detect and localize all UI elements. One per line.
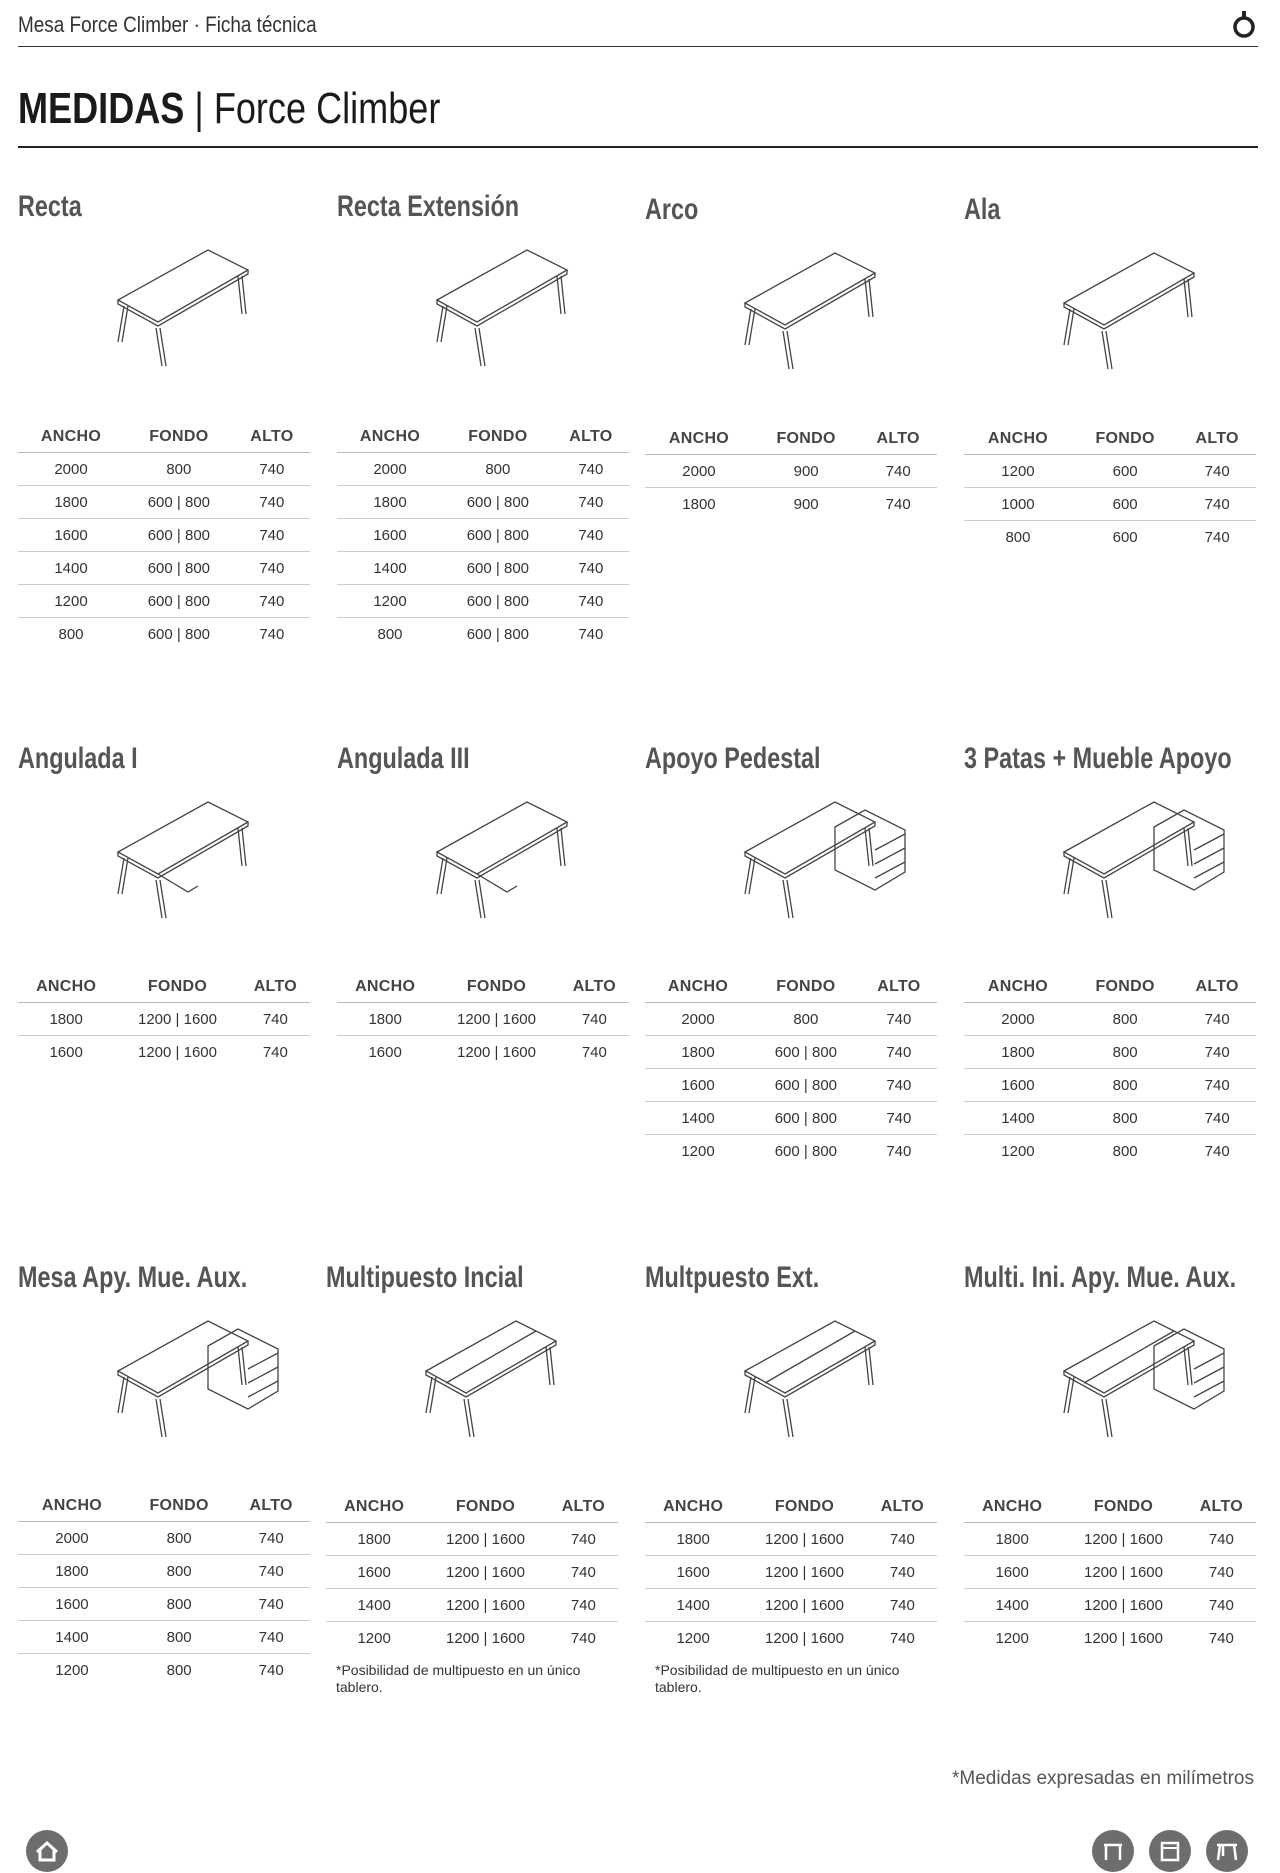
table-cell: 740 — [1204, 1142, 1230, 1160]
table-cell: 1200 — [18, 585, 124, 618]
table-cell: 2000 — [18, 1522, 126, 1555]
table-row — [18, 519, 310, 552]
table-cell: 1200 — [681, 1142, 715, 1160]
table-cell: 1400 — [337, 552, 443, 585]
table-cell: 1600 — [645, 1556, 741, 1589]
table-row — [964, 488, 1256, 521]
table-row — [18, 1003, 310, 1036]
table-cell: 740 — [262, 1043, 288, 1061]
table-cell: 600 — [1072, 488, 1178, 521]
column-header: ALTO — [859, 424, 937, 455]
table-row — [964, 1135, 1256, 1168]
table-row — [18, 486, 310, 519]
table-cell: 740 — [1178, 1003, 1256, 1036]
table-cell: 1200 — [1001, 1142, 1035, 1160]
column-header: FONDO — [1060, 1492, 1186, 1523]
home-button[interactable] — [26, 1830, 68, 1872]
table-cell: 800 — [126, 1522, 232, 1555]
table-cell: 740 — [861, 1069, 937, 1102]
table-cell: 1200 | 1600 — [1084, 1629, 1163, 1647]
table-cell: 740 — [1204, 528, 1230, 546]
table-cell: 740 — [570, 1629, 596, 1647]
table-cell: 740 — [553, 486, 629, 519]
table-cell: 740 — [885, 495, 911, 513]
table-cell: 1800 — [337, 486, 443, 519]
table-row — [326, 1523, 618, 1556]
column-header: ANCHO — [964, 972, 1072, 1003]
table-cell: 1200 — [55, 1661, 89, 1679]
table-cell: 740 — [549, 1589, 618, 1622]
table-cell: 1200 | 1600 — [138, 1043, 217, 1061]
table-cell: 800 — [1112, 1142, 1138, 1160]
table-cell: 740 — [1178, 1069, 1256, 1102]
table-cell: 800 — [58, 625, 84, 643]
document-title: Mesa Force Climber · Ficha técnica — [18, 12, 317, 37]
table-cell: 800 — [1005, 528, 1031, 546]
column-header: ALTO — [1178, 972, 1256, 1003]
table-cell: 1200 — [995, 1629, 1029, 1647]
pedestal-desk-illustration — [665, 782, 925, 932]
column-header: FONDO — [124, 422, 234, 453]
table-cell: 740 — [258, 1661, 284, 1679]
table-cell: 800 — [1072, 1003, 1178, 1036]
table-cell: 1200 — [357, 1629, 391, 1647]
column-header: ANCHO — [645, 424, 753, 455]
table-cell: 2000 — [337, 453, 443, 486]
table-cell: 600 | 800 — [124, 486, 234, 519]
table-cell: 1600 — [368, 1043, 402, 1061]
dimensions-table — [964, 424, 1256, 553]
table-cell: 1200 | 1600 — [422, 1589, 548, 1622]
table-row — [964, 1589, 1256, 1622]
table-cell: 600 | 800 — [124, 552, 234, 585]
table-row — [18, 1036, 310, 1069]
table-cell: 2000 — [964, 1003, 1072, 1036]
table-cell: 740 — [1178, 1102, 1256, 1135]
table-cell: 1200 | 1600 — [422, 1523, 548, 1556]
table-cell: 740 — [232, 1588, 310, 1621]
table-row — [18, 453, 310, 486]
column-header: ANCHO — [337, 972, 433, 1003]
table-row — [645, 1036, 937, 1069]
table-cell: 1200 — [964, 455, 1072, 488]
table-cell: 800 — [126, 1588, 232, 1621]
column-header: ALTO — [861, 972, 937, 1003]
table-cell: 1400 — [18, 1621, 126, 1654]
nav-cabinet-button[interactable] — [1149, 1830, 1191, 1872]
table-cell: 2000 — [645, 455, 753, 488]
table-cell: 740 — [234, 519, 310, 552]
table-cell: 740 — [1178, 1036, 1256, 1069]
table-cell: 1200 | 1600 — [741, 1556, 867, 1589]
table-cell: 740 — [1208, 1629, 1234, 1647]
table-row — [645, 488, 937, 521]
table-cell: 740 — [1187, 1556, 1256, 1589]
table-row — [18, 585, 310, 618]
product-title: Multipuesto Incial — [326, 1261, 524, 1294]
table-row — [964, 1102, 1256, 1135]
table-row — [645, 1102, 937, 1135]
dimensions-table — [18, 422, 310, 650]
table-cell: 1800 — [18, 486, 124, 519]
table-row — [964, 1069, 1256, 1102]
dimensions-table — [337, 422, 629, 650]
table-row — [337, 618, 629, 651]
column-header: FONDO — [433, 972, 559, 1003]
table-cell: 1200 | 1600 — [422, 1556, 548, 1589]
column-header: FONDO — [114, 972, 240, 1003]
product-title: Angulada III — [337, 742, 470, 775]
product-title: Apoyo Pedestal — [645, 742, 821, 775]
table-cell: 800 — [1072, 1069, 1178, 1102]
table-row — [964, 1003, 1256, 1036]
table-cell: 2000 — [645, 1003, 751, 1036]
table-cell: 1000 — [964, 488, 1072, 521]
table-row — [645, 1003, 937, 1036]
column-header: FONDO — [741, 1492, 867, 1523]
table-cell: 740 — [232, 1621, 310, 1654]
wing-desk-illustration — [984, 233, 1244, 383]
table-cell: 1200 | 1600 — [1060, 1556, 1186, 1589]
column-header: ANCHO — [964, 1492, 1060, 1523]
column-header: ANCHO — [645, 972, 751, 1003]
table-row — [964, 521, 1256, 554]
table-cell: 800 — [166, 1661, 192, 1679]
table-cell: 800 — [377, 625, 403, 643]
table-cell: 800 — [751, 1003, 861, 1036]
table-cell: 1600 — [18, 1588, 126, 1621]
cabinet-icon — [1149, 1830, 1191, 1872]
table-cell: 1800 — [645, 1523, 741, 1556]
section-heading — [18, 84, 1258, 148]
straight-desk-illustration — [38, 230, 298, 380]
table-cell: 740 — [234, 552, 310, 585]
multi-station-extension-illustration — [665, 1301, 925, 1451]
table-cell: 740 — [259, 625, 285, 643]
table-row — [337, 585, 629, 618]
product-title: Recta — [18, 190, 82, 223]
multi-station-initial-illustration — [346, 1301, 606, 1451]
column-header: ALTO — [232, 1491, 310, 1522]
table-cell: 1200 | 1600 — [433, 1003, 559, 1036]
column-header: ANCHO — [18, 972, 114, 1003]
table-cell: 740 — [859, 455, 937, 488]
table-icon — [1206, 1830, 1248, 1872]
table-cell: 1400 — [645, 1589, 741, 1622]
column-header: ANCHO — [18, 1491, 126, 1522]
table-cell: 1800 — [645, 1036, 751, 1069]
dimensions-table — [326, 1492, 618, 1654]
table-row — [18, 552, 310, 585]
table-cell: 740 — [234, 486, 310, 519]
home-icon — [26, 1830, 68, 1872]
table-cell: 740 — [1178, 488, 1256, 521]
table-cell: 1600 — [645, 1069, 751, 1102]
product-title: Recta Extensión — [337, 190, 520, 223]
table-row — [18, 1621, 310, 1654]
column-header: FONDO — [443, 422, 553, 453]
table-cell: 1400 — [964, 1102, 1072, 1135]
column-header: ANCHO — [964, 424, 1072, 455]
table-row — [18, 1588, 310, 1621]
table-cell: 1200 | 1600 — [741, 1523, 867, 1556]
table-cell: 800 — [1072, 1102, 1178, 1135]
table-row — [18, 618, 310, 651]
table-row — [645, 1069, 937, 1102]
table-cell: 1800 — [964, 1036, 1072, 1069]
table-cell: 740 — [861, 1036, 937, 1069]
table-cell: 1600 — [337, 519, 443, 552]
product-title: Multpuesto Ext. — [645, 1261, 820, 1294]
table-cell: 1200 | 1600 — [457, 1043, 536, 1061]
table-cell: 600 | 800 — [443, 585, 553, 618]
table-cell: 740 — [553, 585, 629, 618]
table-cell: 740 — [234, 585, 310, 618]
table-cell: 1600 — [964, 1556, 1060, 1589]
product-title: Mesa Apy. Mue. Aux. — [18, 1261, 248, 1294]
table-cell: 740 — [234, 453, 310, 486]
extension-desk-illustration — [357, 230, 617, 380]
table-row — [337, 1003, 629, 1036]
product-title: Ala — [964, 193, 1001, 226]
table-cell: 1800 — [337, 1003, 433, 1036]
table-cell: 800 — [124, 453, 234, 486]
table-cell: 1600 — [964, 1069, 1072, 1102]
table-cell: 600 — [1072, 455, 1178, 488]
table-cell: 740 — [549, 1556, 618, 1589]
table-cell: 600 | 800 — [124, 519, 234, 552]
table-cell: 800 — [443, 453, 553, 486]
table-row — [326, 1622, 618, 1655]
column-header: ANCHO — [645, 1492, 741, 1523]
table-cell: 600 | 800 — [466, 625, 530, 643]
table-cell: 740 — [553, 519, 629, 552]
table-cell: 1200 | 1600 — [765, 1629, 844, 1647]
product-note: *Posibilidad de multipuesto en un único tablero. — [336, 1662, 581, 1695]
table-row — [964, 1036, 1256, 1069]
units-footnote: *Medidas expresadas en milímetros — [951, 1768, 1254, 1789]
table-row — [18, 1555, 310, 1588]
table-row — [337, 1036, 629, 1069]
table-cell: 1400 — [18, 552, 124, 585]
table-cell: 740 — [578, 625, 604, 643]
column-header: ALTO — [549, 1492, 618, 1523]
table-cell: 740 — [868, 1556, 937, 1589]
table-row — [964, 455, 1256, 488]
table-row — [645, 1523, 937, 1556]
column-header: ANCHO — [18, 422, 124, 453]
table-cell: 800 — [126, 1621, 232, 1654]
heading-bold: MEDIDAS — [18, 84, 185, 133]
table-cell: 1600 — [18, 519, 124, 552]
table-cell: 2000 — [18, 453, 124, 486]
table-cell: 600 | 800 — [124, 585, 234, 618]
table-cell: 1800 — [682, 495, 716, 513]
table-cell: 1200 | 1600 — [446, 1629, 525, 1647]
angled-desk-1-illustration — [38, 782, 298, 932]
table-cell: 1400 — [645, 1102, 751, 1135]
table-cell: 600 | 800 — [751, 1069, 861, 1102]
table-cell: 1600 — [326, 1556, 422, 1589]
table-row — [337, 486, 629, 519]
product-title: Multi. Ini. Apy. Mue. Aux. — [964, 1261, 1237, 1294]
column-header: FONDO — [1072, 424, 1178, 455]
table-row — [337, 519, 629, 552]
table-cell: 1200 | 1600 — [1060, 1523, 1186, 1556]
table-cell: 900 — [793, 495, 819, 513]
table-cell: 740 — [1178, 455, 1256, 488]
table-row — [964, 1622, 1256, 1655]
table-cell: 1800 — [18, 1555, 126, 1588]
column-header: FONDO — [751, 972, 861, 1003]
table-cell: 740 — [553, 552, 629, 585]
table-cell: 740 — [1187, 1589, 1256, 1622]
table-cell: 740 — [886, 1142, 912, 1160]
column-header: ALTO — [1178, 424, 1256, 455]
table-cell: 740 — [553, 453, 629, 486]
table-cell: 600 | 800 — [443, 486, 553, 519]
table-cell: 800 — [1072, 1036, 1178, 1069]
table-cell: 740 — [560, 1003, 629, 1036]
nav-desk-button[interactable] — [1092, 1830, 1134, 1872]
table-cell: 1200 — [337, 585, 443, 618]
table-cell: 800 — [126, 1555, 232, 1588]
column-header: FONDO — [422, 1492, 548, 1523]
table-cell: 600 | 800 — [443, 552, 553, 585]
aux-cabinet-desk-illustration — [38, 1301, 298, 1451]
column-header: ALTO — [560, 972, 629, 1003]
table-cell: 600 | 800 — [147, 625, 211, 643]
table-cell: 600 | 800 — [774, 1142, 838, 1160]
dimensions-table — [964, 1492, 1256, 1654]
table-cell: 900 — [753, 455, 859, 488]
product-title: 3 Patas + Mueble Apoyo — [964, 742, 1232, 775]
dimensions-table — [645, 424, 937, 520]
table-cell: 740 — [581, 1043, 607, 1061]
product-title: Angulada I — [18, 742, 138, 775]
nav-table-button[interactable] — [1206, 1830, 1248, 1872]
column-header: ALTO — [1187, 1492, 1256, 1523]
table-cell: 1600 — [49, 1043, 83, 1061]
table-cell: 1800 — [18, 1003, 114, 1036]
column-header: FONDO — [753, 424, 859, 455]
desk-icon — [1092, 1830, 1134, 1872]
column-header: ALTO — [553, 422, 629, 453]
angled-desk-3-illustration — [357, 782, 617, 932]
table-cell: 740 — [1187, 1523, 1256, 1556]
product-title: Arco — [645, 193, 699, 226]
table-cell: 740 — [861, 1102, 937, 1135]
top-bar — [18, 10, 1258, 47]
table-cell: 1200 — [676, 1629, 710, 1647]
table-row — [645, 1135, 937, 1168]
column-header: ANCHO — [326, 1492, 422, 1523]
multi-station-aux-cabinet-illustration — [984, 1301, 1244, 1451]
table-row — [964, 1556, 1256, 1589]
table-cell: 1200 | 1600 — [114, 1003, 240, 1036]
arc-desk-illustration — [665, 233, 925, 383]
table-row — [645, 1622, 937, 1655]
table-row — [964, 1523, 1256, 1556]
table-cell: 740 — [241, 1003, 310, 1036]
column-header: FONDO — [126, 1491, 232, 1522]
table-row — [645, 1556, 937, 1589]
heading-separator: | — [184, 84, 214, 133]
table-row — [337, 552, 629, 585]
three-legs-cabinet-desk-illustration — [984, 782, 1244, 932]
table-row — [18, 1522, 310, 1555]
table-cell: 740 — [861, 1003, 937, 1036]
dimensions-table — [18, 1491, 310, 1686]
product-note: *Posibilidad de multipuesto en un único tablero. — [655, 1662, 900, 1695]
column-header: FONDO — [1072, 972, 1178, 1003]
table-row — [337, 453, 629, 486]
table-row — [645, 455, 937, 488]
table-cell: 740 — [868, 1589, 937, 1622]
table-cell: 740 — [889, 1629, 915, 1647]
dimensions-table — [645, 1492, 937, 1654]
table-cell: 600 | 800 — [443, 519, 553, 552]
table-cell: 740 — [232, 1522, 310, 1555]
table-cell: 740 — [232, 1555, 310, 1588]
table-cell: 1200 | 1600 — [741, 1589, 867, 1622]
table-cell: 600 — [1112, 528, 1138, 546]
table-row — [18, 1654, 310, 1687]
column-header: ALTO — [241, 972, 310, 1003]
table-row — [326, 1589, 618, 1622]
heading-light: Force Climber — [213, 84, 441, 133]
table-cell: 740 — [549, 1523, 618, 1556]
table-cell: 1200 | 1600 — [1060, 1589, 1186, 1622]
column-header: ALTO — [868, 1492, 937, 1523]
brand-logo-icon — [1230, 10, 1258, 40]
column-header: ANCHO — [337, 422, 443, 453]
table-row — [645, 1589, 937, 1622]
dimensions-table — [645, 972, 937, 1167]
table-cell: 1400 — [326, 1589, 422, 1622]
dimensions-table — [964, 972, 1256, 1167]
table-cell: 740 — [868, 1523, 937, 1556]
table-cell: 1400 — [964, 1589, 1060, 1622]
table-cell: 1800 — [326, 1523, 422, 1556]
column-header: ALTO — [234, 422, 310, 453]
table-cell: 1800 — [964, 1523, 1060, 1556]
table-row — [326, 1556, 618, 1589]
dimensions-table — [337, 972, 629, 1068]
table-cell: 600 | 800 — [751, 1102, 861, 1135]
table-cell: 600 | 800 — [751, 1036, 861, 1069]
dimensions-table — [18, 972, 310, 1068]
